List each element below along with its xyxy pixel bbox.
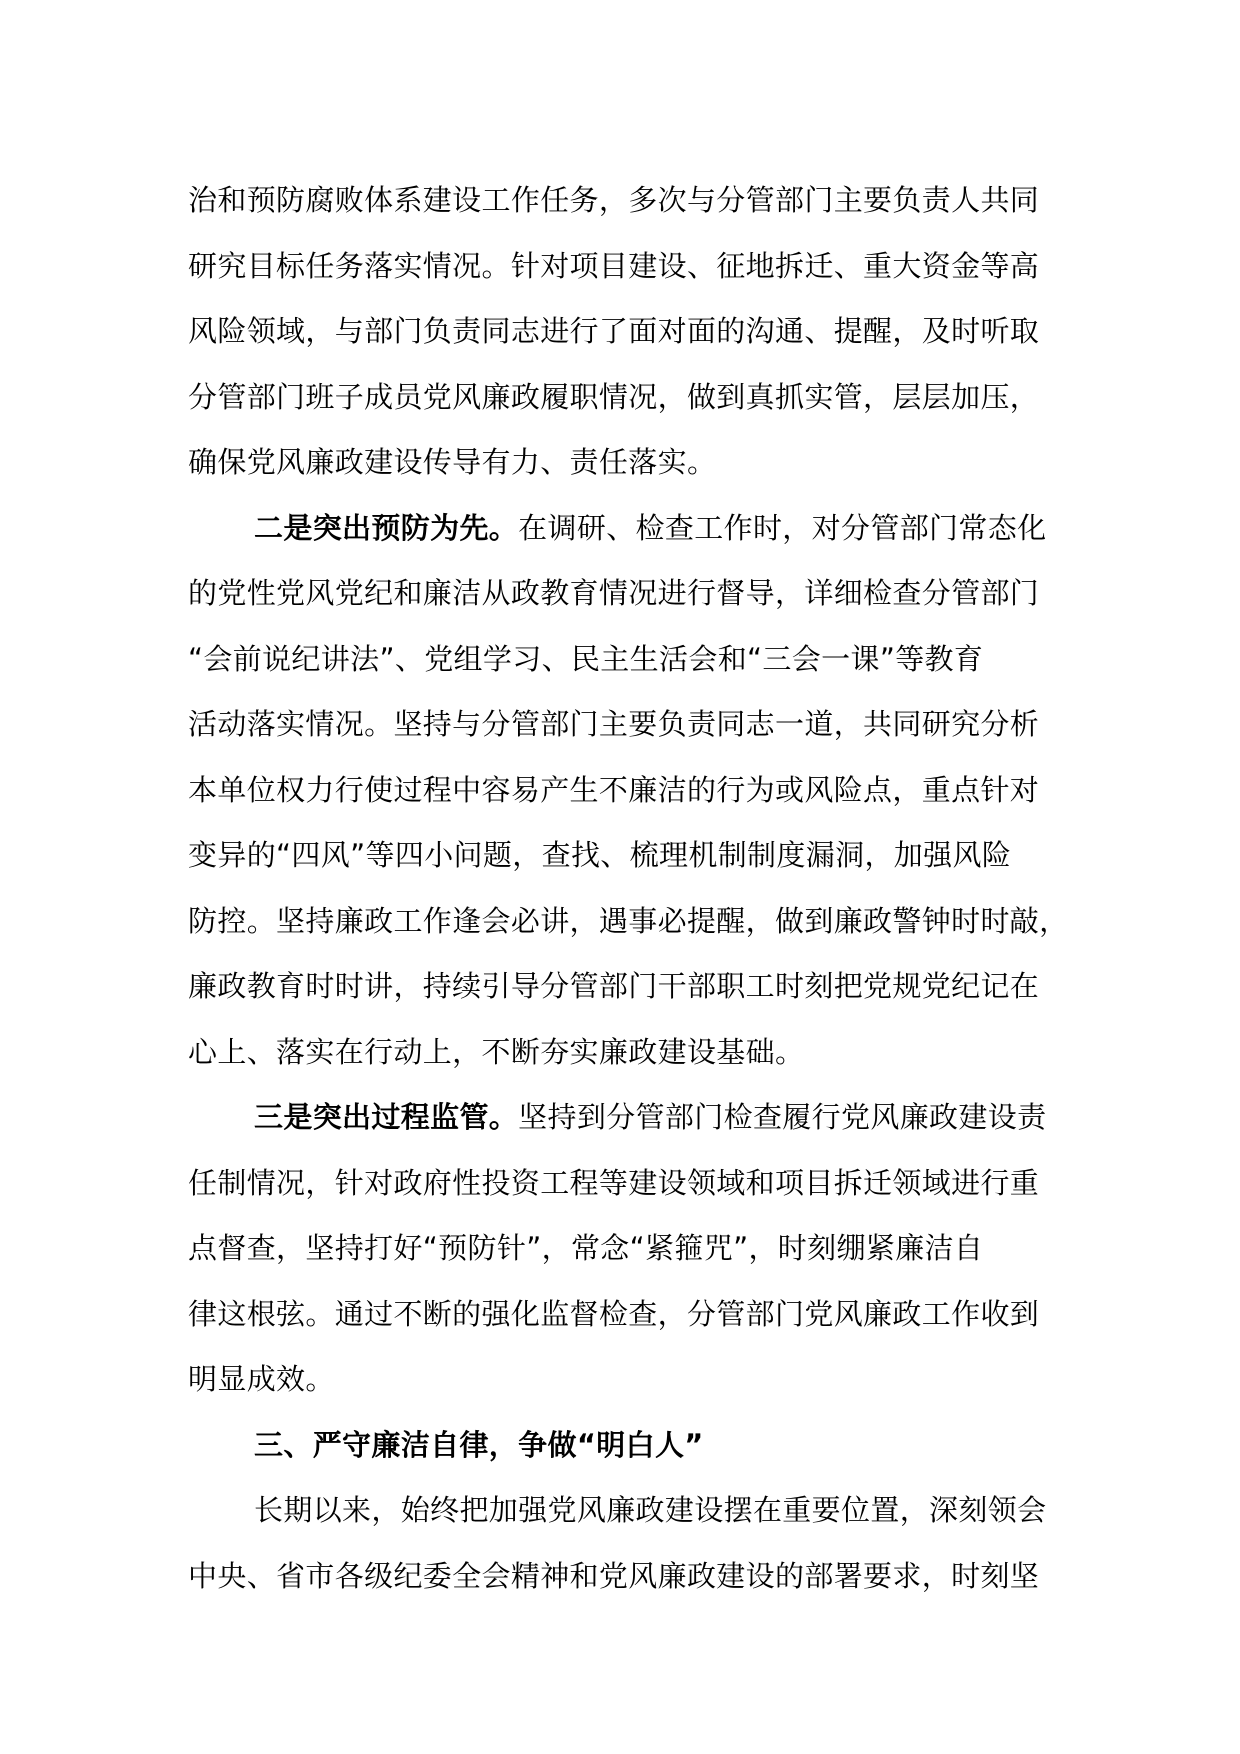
text-line: 点督查，坚持打好“预防针”，常念“紧箍咒”，时刻绷紧廉洁自	[188, 1231, 984, 1265]
text-line: 任制情况，针对政府性投资工程等建设领域和项目拆迁领域进行重	[188, 1165, 1040, 1200]
text-line: 研究目标任务落实情况。针对项目建设、征地拆迁、重大资金等高	[188, 248, 1040, 283]
paragraph-continued	[188, 168, 1064, 496]
text-line	[188, 496, 1064, 562]
text-line: 长期以来，始终把加强党风廉政建设摆在重要位置，深刻领会	[254, 1493, 1047, 1527]
text-run: 坚持到分管部门检查履行党风廉政建设责	[518, 1100, 1047, 1134]
paragraph-lead: 三是突出过程监管。	[254, 1100, 519, 1134]
document-page	[188, 168, 1069, 1609]
text-line: 确保党风廉政建设传导有力、责任落实。	[188, 445, 717, 479]
text-line: 明显成效。	[188, 1362, 335, 1396]
section-heading: 三、严守廉洁自律，争做“明白人”	[254, 1427, 704, 1462]
text-line: 中央、省市各级纪委全会精神和党风廉政建设的部署要求，时刻坚	[188, 1558, 1040, 1593]
paragraph-prevention	[188, 496, 1069, 1086]
paragraph-self-discipline	[188, 1478, 1064, 1609]
text-line	[188, 1085, 1064, 1151]
text-line: 心上、落实在行动上，不断夯实廉政建设基础。	[188, 1034, 805, 1069]
text-line: 活动落实情况。坚持与分管部门主要负责同志一道，共同研究分析	[188, 707, 1040, 741]
text-line: 防控。坚持廉政工作逢会必讲，遇事必提醒，做到廉政警钟时时敲，	[188, 903, 1069, 938]
text-line: 的党性党风党纪和廉洁从政教育情况进行督导，详细检查分管部门	[188, 576, 1040, 610]
text-line: 风险领域，与部门负责同志进行了面对面的沟通、提醒，及时听取	[188, 314, 1040, 348]
paragraph-supervision	[188, 1085, 1064, 1413]
text-line: 变异的“四风”等四小问题，查找、梳理机制制度漏洞，加强风险	[188, 838, 1012, 872]
text-line: 治和预防腐败体系建设工作任务，多次与分管部门主要负责人共同	[188, 183, 1040, 217]
text-run: 在调研、检查工作时，对分管部门常态化	[518, 510, 1047, 545]
text-line: 廉政教育时时讲，持续引导分管部门干部职工时刻把党规党纪记在	[188, 969, 1040, 1003]
text-line: 律这根弦。通过不断的强化监督检查，分管部门党风廉政工作收到	[188, 1296, 1040, 1331]
text-line: “会前说纪讲法”、党组学习、民主生活会和“三会一课”等教育	[188, 641, 984, 676]
text-line: 分管部门班子成员党风廉政履职情况，做到真抓实管，层层加压，	[188, 379, 1040, 414]
paragraph-lead: 二是突出预防为先。	[254, 510, 519, 545]
text-line: 本单位权力行使过程中容易产生不廉洁的行为或风险点，重点针对	[188, 772, 1040, 807]
